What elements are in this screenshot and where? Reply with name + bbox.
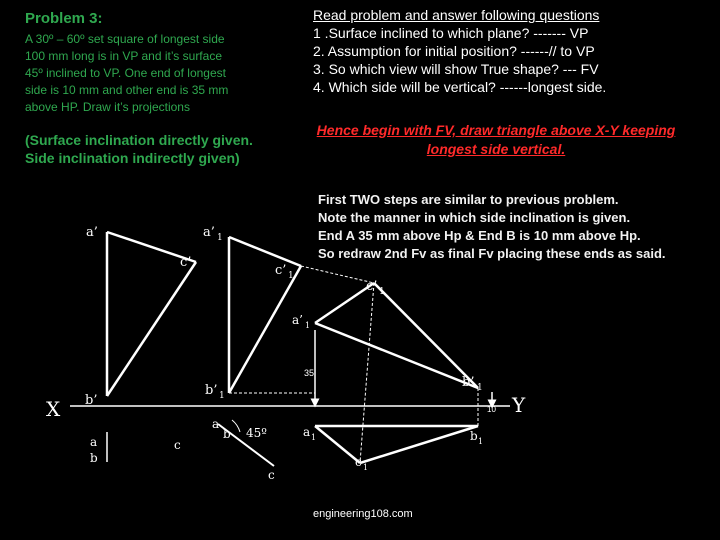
label-b1-prime: b’ bbox=[205, 383, 218, 398]
question-line: 3. So which view will show True shape? --- FV bbox=[313, 61, 599, 77]
label-dim-35: 35 bbox=[304, 368, 315, 378]
label-c1-prime: c’ bbox=[275, 263, 287, 278]
steps-line: End A 35 mm above Hp & End B is 10 mm above Hp. bbox=[318, 228, 641, 243]
y-label: Y bbox=[512, 393, 526, 417]
label-a1-prime-final-sub: 1 bbox=[305, 321, 311, 330]
label-a1-top-sub: 1 bbox=[311, 433, 317, 442]
tv1-edge-c bbox=[107, 432, 172, 440]
problem-line: side is 10 mm and other end is 35 mm bbox=[25, 83, 229, 97]
label-c1-top: c bbox=[355, 455, 362, 469]
label-c1-prime-final: c’ bbox=[366, 279, 378, 294]
label-angle: 45º bbox=[246, 426, 267, 440]
hence-text: Hence begin with FV, draw triangle above X-Y keeping longest side vertical. bbox=[316, 122, 676, 157]
steps-line: Note the manner in which side inclination is given. bbox=[318, 210, 631, 225]
final-fv-a1b1 bbox=[315, 323, 478, 388]
final-tv-c1b1 bbox=[360, 426, 478, 463]
label-c1-top-sub: 1 bbox=[363, 463, 369, 472]
label-a-top: a bbox=[90, 435, 98, 449]
problem-line: 45º inclined to VP. One end of longest bbox=[25, 66, 226, 80]
steps-line: So redraw 2nd Fv as final Fv placing these ends as said. bbox=[318, 246, 666, 261]
label-b1-prime-final: b’ bbox=[462, 375, 475, 390]
fv1-side-cb bbox=[107, 262, 196, 396]
fv2-side-c1b1 bbox=[229, 266, 301, 393]
label-b1-prime-sub: 1 bbox=[219, 391, 225, 401]
problem-line: A 30º – 60º set square of longest side bbox=[25, 32, 225, 46]
label-b1-top: b bbox=[470, 429, 478, 443]
fv2-side-a1c1 bbox=[229, 237, 301, 266]
label-a-mid: a bbox=[212, 417, 220, 431]
final-tv-a1c1 bbox=[315, 426, 360, 463]
label-c-lower: c bbox=[268, 468, 275, 482]
question-line: 4. Which side will be vertical? ------longest side. bbox=[313, 79, 607, 95]
problem-title: Problem 3: bbox=[25, 10, 103, 27]
label-c1-prime-final-sub: 1 bbox=[379, 287, 385, 297]
steps-line: First TWO steps are similar to previous problem. bbox=[318, 192, 619, 207]
inclination-line: Side inclination indirectly given) bbox=[25, 150, 240, 166]
label-a1-prime-final: a’ bbox=[292, 313, 303, 327]
label-b-mid: b bbox=[223, 427, 231, 441]
label-b1-top-sub: 1 bbox=[478, 437, 484, 446]
question-line: 1 .Surface inclined to which plane? ------- VP bbox=[313, 25, 589, 41]
label-b-prime: b’ bbox=[85, 393, 98, 408]
final-fv-c1b1 bbox=[374, 283, 478, 388]
label-a-prime: a’ bbox=[86, 225, 98, 240]
label-a1-prime: a’ bbox=[203, 225, 215, 240]
label-dim-10: 10 bbox=[487, 405, 496, 414]
angle-arc bbox=[232, 420, 240, 432]
label-a1-prime-sub: 1 bbox=[217, 233, 223, 243]
problem-line: 100 mm long is in VP and it’s surface bbox=[25, 49, 222, 63]
label-b1-prime-final-sub: 1 bbox=[477, 383, 483, 393]
projector-line bbox=[301, 266, 374, 283]
projector-line bbox=[360, 283, 374, 463]
label-c-top: c bbox=[174, 438, 181, 452]
label-c-prime: c’ bbox=[180, 255, 192, 270]
label-a1-top: a bbox=[303, 425, 311, 439]
x-label: X bbox=[46, 397, 61, 421]
label-b-top: b bbox=[90, 451, 98, 465]
inclination-line: (Surface inclination directly given. bbox=[25, 132, 253, 148]
question-line: 2. Assumption for initial position? ------// to VP bbox=[313, 43, 595, 59]
problem-line: above HP. Draw it’s projections bbox=[25, 100, 190, 114]
footer-source: engineering108.com bbox=[313, 508, 413, 520]
questions-heading: Read problem and answer following questions bbox=[313, 7, 600, 23]
label-c1-prime-sub: 1 bbox=[288, 271, 294, 281]
